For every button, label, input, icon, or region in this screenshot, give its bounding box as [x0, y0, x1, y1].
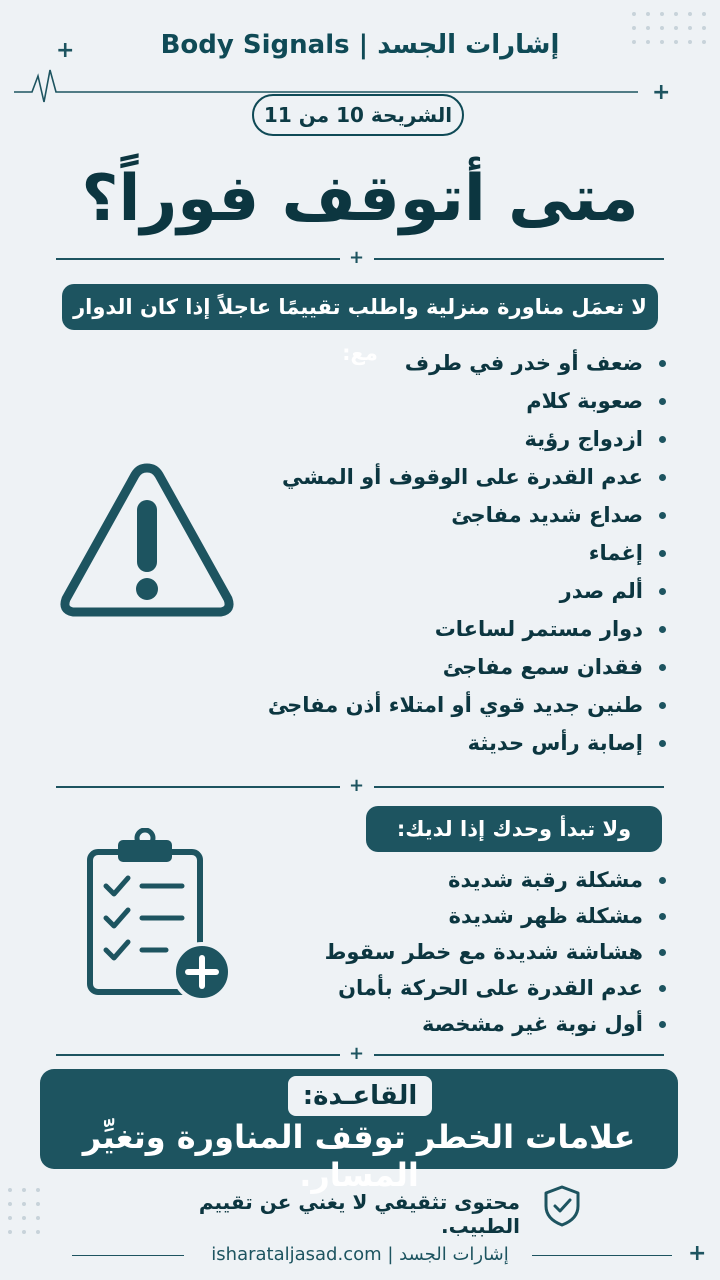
divider [56, 1054, 340, 1056]
section2-heading-text: ولا تبدأ وحدك إذا لديك: [396, 817, 632, 841]
shield-check-icon [542, 1184, 582, 1228]
page-title: متى أتوقف فوراً؟ [81, 162, 639, 236]
section2-list [325, 862, 666, 1042]
bullet [659, 664, 666, 671]
plus-icon: + [349, 1043, 365, 1064]
list-item: دوار مستمر لساعات [268, 610, 666, 648]
list-item: مشكلة رقبة شديدة [325, 862, 666, 898]
divider [56, 786, 340, 788]
list-item: فقدان سمع مفاجئ [268, 648, 666, 686]
section1-heading-text: لا تعمَل مناورة منزلية واطلب تقييمًا عاجلاً إذا كان الدوار مع: [73, 295, 647, 365]
bullet [659, 1021, 666, 1028]
bullet [659, 985, 666, 992]
plus-icon: + [56, 38, 75, 63]
list-item: ألم صدر [268, 572, 666, 610]
list-item: إصابة رأس حديثة [268, 724, 666, 762]
bullet [659, 588, 666, 595]
clipboard-checklist-icon [84, 828, 234, 1006]
bullet [659, 436, 666, 443]
list-item: إغماء [268, 534, 666, 572]
plus-icon: + [349, 247, 365, 268]
footer: isharataljasad.com | إشارات الجسد [211, 1244, 509, 1265]
bullet [659, 550, 666, 557]
bullet [659, 949, 666, 956]
list-item: هشاشة شديدة مع خطر سقوط [325, 934, 666, 970]
section1-list [268, 344, 666, 762]
warning-triangle-icon [56, 458, 238, 622]
bullet [659, 626, 666, 633]
bullet [659, 360, 666, 367]
header-title: Body Signals | إشارات الجسد [160, 30, 560, 60]
list-item: ضعف أو خدر في طرف [268, 344, 666, 382]
list-item: ازدواج رؤية [268, 420, 666, 458]
disclaimer: محتوى تثقيفي لا يغني عن تقييم الطبيب. [198, 1190, 520, 1238]
list-item: طنين جديد قوي أو امتلاء أذن مفاجئ [268, 686, 666, 724]
bullet [659, 702, 666, 709]
divider [374, 786, 664, 788]
plus-icon: + [349, 775, 365, 796]
bullet [659, 398, 666, 405]
section2-heading [366, 806, 662, 852]
divider [374, 1054, 664, 1056]
rule-label: القاعـدة: [288, 1076, 432, 1116]
bullet [659, 474, 666, 481]
dots-decoration-bottom-left [8, 1188, 40, 1234]
slide-indicator: الشريحة 10 من 11 [252, 94, 464, 136]
list-item: عدم القدرة على الوقوف أو المشي [268, 458, 666, 496]
list-item: مشكلة ظهر شديدة [325, 898, 666, 934]
list-item: صداع شديد مفاجئ [268, 496, 666, 534]
list-item: صعوبة كلام [268, 382, 666, 420]
bullet [659, 740, 666, 747]
footer-divider [532, 1255, 672, 1256]
divider [374, 258, 664, 260]
bullet [659, 877, 666, 884]
rule-text: علامات الخطر توقف المناورة وتغيِّر المسار. [82, 1118, 636, 1194]
plus-icon: + [652, 80, 671, 105]
list-item: عدم القدرة على الحركة بأمان [325, 970, 666, 1006]
list-item: أول نوبة غير مشخصة [325, 1006, 666, 1042]
divider [56, 258, 340, 260]
bullet [659, 512, 666, 519]
plus-icon: + [688, 1241, 707, 1266]
bullet [659, 913, 666, 920]
